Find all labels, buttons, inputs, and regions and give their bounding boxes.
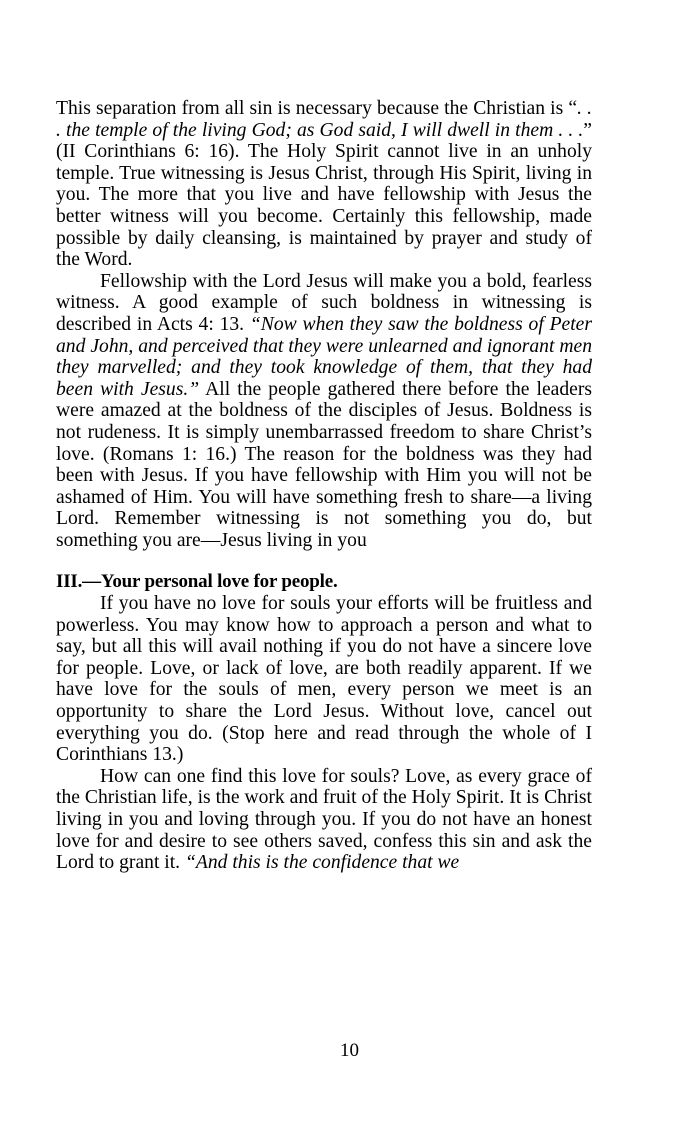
paragraph-text: Fellowship with the Lord Jesus will make you a bold, fearless witness. A good example of such boldness in witnessing is described in Acts 4: 13.: [56, 270, 592, 335]
scripture-quote: “Now when they saw the boldness of Peter and John, and perceived that they were unlearned and ignorant men they marvelled; and they took knowledge of them, that they had been with Jesus.”: [56, 313, 592, 400]
paragraph-text: All the people gathered there before the leaders were amazed at the boldness of the disciples of Jesus. Boldness is not rudeness. It is simply unembarrassed freedom to share Christ’s love. (Romans 1: 16.) The reason for the boldness was they had been with Jesus. If you have fellowship with Him you will not be ashamed of Him. You will have something fresh to share—a living Lord. Remember witnessing is not something you do, but something you are—Jesus living in you: [56, 378, 593, 551]
page-number: 10: [340, 1040, 359, 1061]
paragraph-text: How can one find this love for souls? Love, as every grace of the Christian life, is the work and fruit of the Holy Spirit. It is Christ living in you and loving through you. If you do not have an honest love for and desire to see others saved, confess this sin and ask the Lord to grant it.: [56, 765, 592, 874]
scripture-quote: . . . the temple of the living God; as God said, I will dwell in them . . .: [56, 98, 593, 141]
paragraph-separation-from-sin: [56, 98, 592, 271]
paragraph-text: This separation from all sin is necessary because the Christian is “: [56, 98, 578, 119]
paragraph-finding-love: [56, 766, 592, 874]
scripture-quote: “And this is the confidence that we: [184, 852, 460, 874]
page-body: [56, 98, 592, 874]
paragraph-text: ” (II Corinthians 6: 16). The Holy Spirit cannot live in an unholy temple. True witnessing is Jesus Christ, through His Spirit, living in you. The more that you live and have fellowship with Jesus the better witness will you become. Certainly this fellowship, made possible by daily cleansing, is maintained by prayer and study of the Word.: [56, 119, 592, 271]
paragraph-love-for-souls: If you have no love for souls your efforts will be fruitless and powerless. You may know how to approach a person and what to say, but all this will avail nothing if you do not have a sincere love for people. Love, or lack of love, are both readily apparent. If we have love for the souls of men, every person we meet is an opportunity to share the Lord Jesus. Without love, cancel out everything you do. (Stop here and read through the whole of I Corinthians 13.): [56, 593, 592, 766]
section-heading: III.—Your personal love for people.: [56, 571, 338, 593]
paragraph-boldness: [56, 271, 592, 552]
